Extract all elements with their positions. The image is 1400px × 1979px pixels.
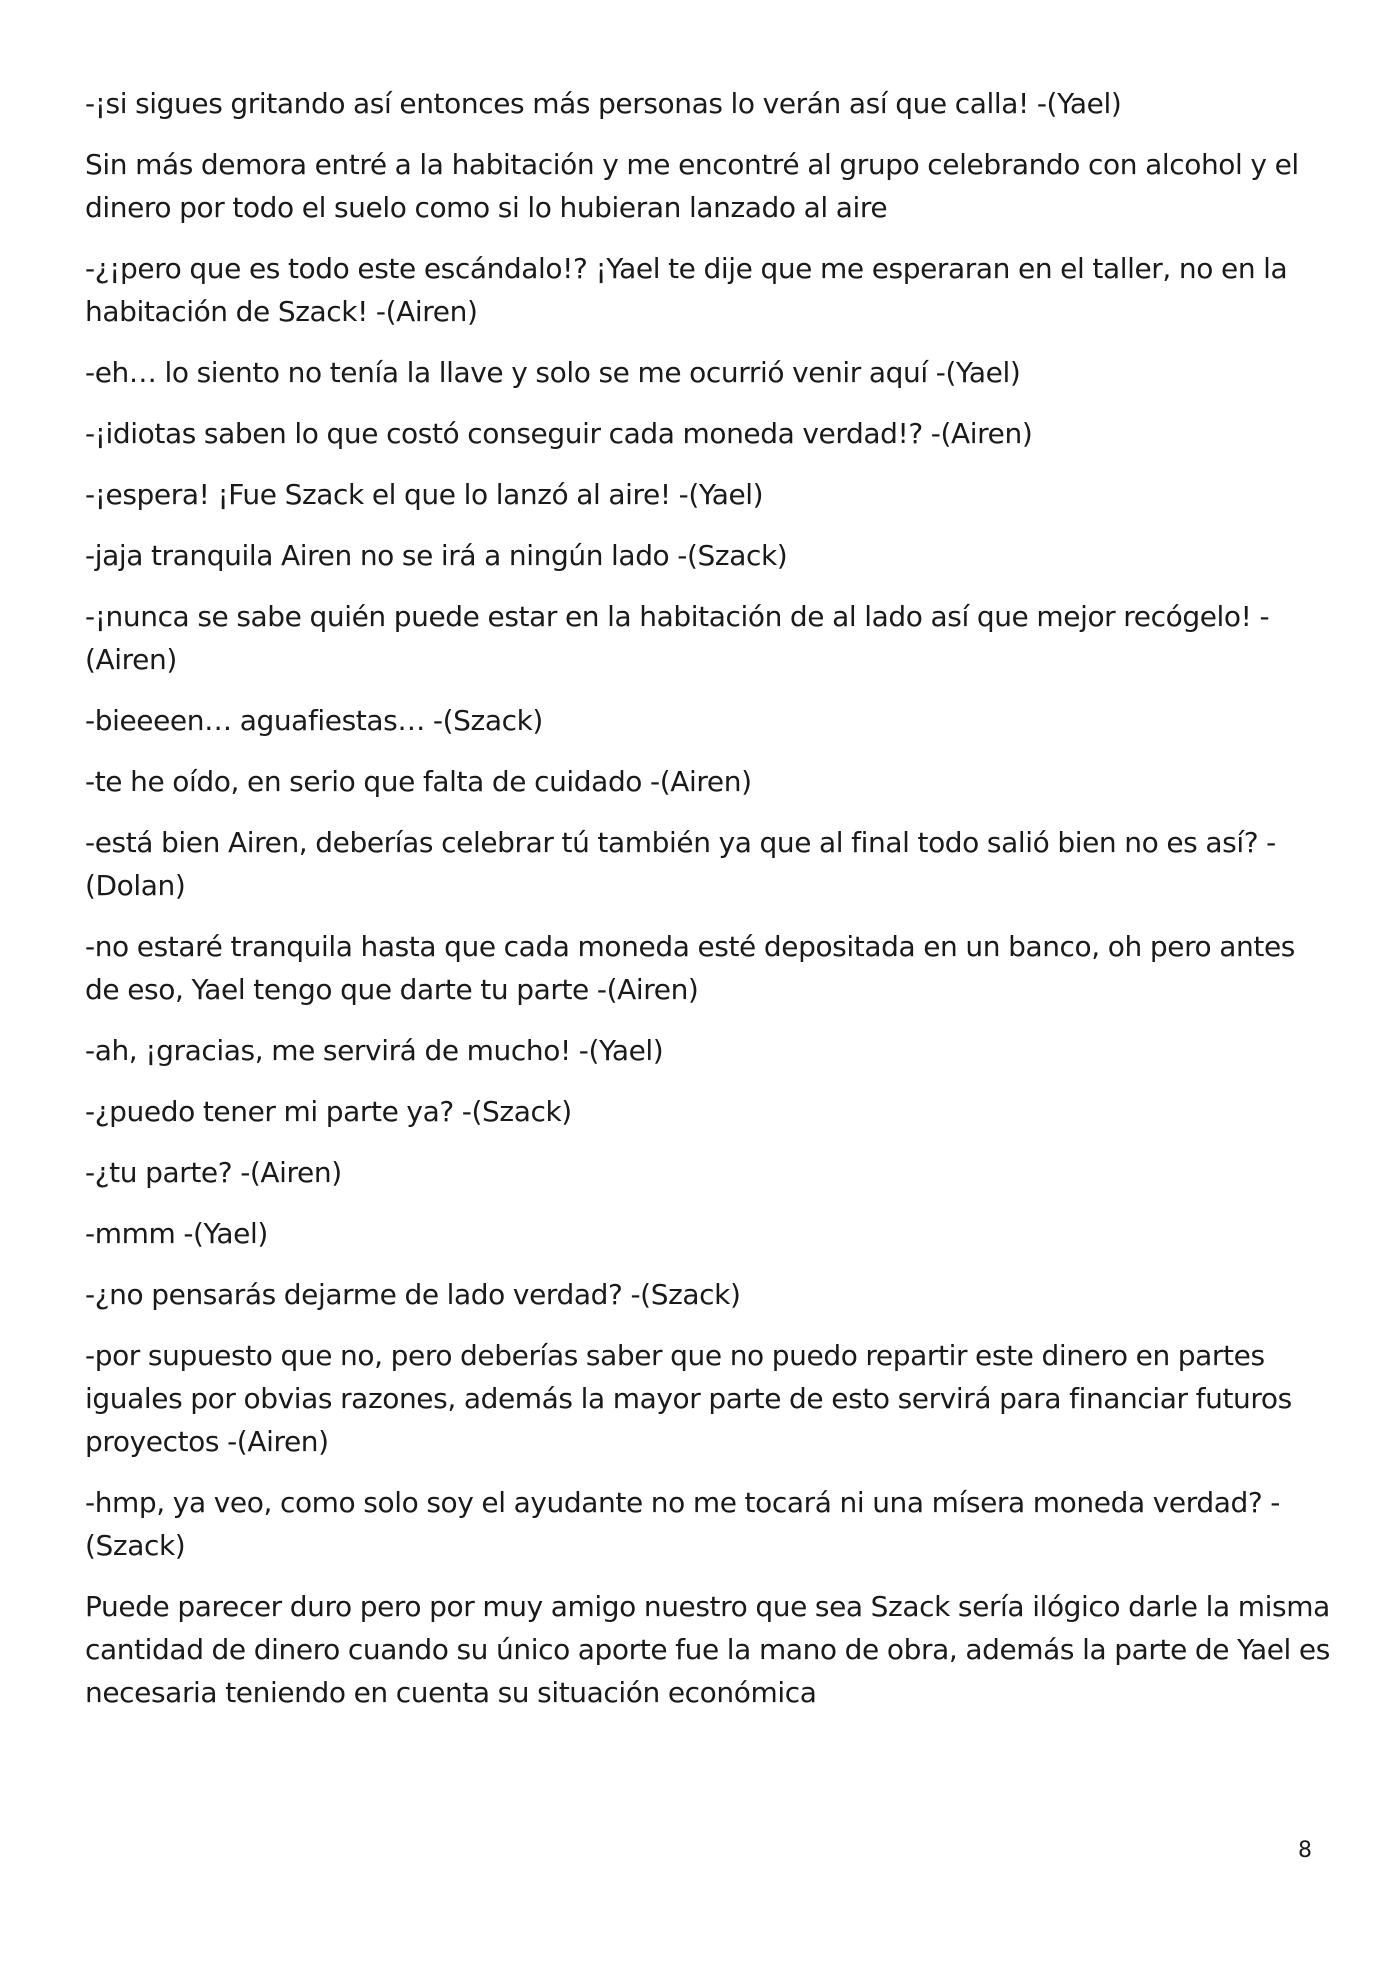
paragraph: -¡espera! ¡Fue Szack el que lo lanzó al aire! -(Yael) bbox=[85, 478, 764, 511]
paragraph: -¡idiotas saben lo que costó conseguir cada moneda verdad!? -(Airen) bbox=[85, 417, 1033, 450]
paragraph: -hmp, ya veo, como solo soy el ayudante no me tocará ni una mísera moneda verdad? -(Szack) bbox=[85, 1486, 1280, 1562]
paragraph: -eh… lo siento no tenía la llave y solo se me ocurrió venir aquí -(Yael) bbox=[85, 356, 1021, 389]
paragraph: -¿tu parte? -(Airen) bbox=[85, 1156, 342, 1189]
paragraph: Puede parecer duro pero por muy amigo nuestro que sea Szack sería ilógico darle la misma cantidad de dinero cuando su único aporte fue la mano de obra, además la parte de Yael es necesaria teniendo en cuenta su situación económica bbox=[85, 1590, 1330, 1709]
paragraph: -¿¡pero que es todo este escándalo!? ¡Yael te dije que me esperaran en el taller, no en la habitación de Szack! -(Airen) bbox=[85, 252, 1288, 328]
paragraph: -¡nunca se sabe quién puede estar en la habitación de al lado así que mejor recógelo! -(Airen) bbox=[85, 600, 1270, 676]
text-body bbox=[85, 82, 1330, 1732]
paragraph: -te he oído, en serio que falta de cuidado -(Airen) bbox=[85, 765, 752, 798]
paragraph: -¿puedo tener mi parte ya? -(Szack) bbox=[85, 1095, 572, 1128]
paragraph: -bieeeen… aguafiestas… -(Szack) bbox=[85, 704, 543, 737]
paragraph: -no estaré tranquila hasta que cada moneda esté depositada en un banco, oh pero antes de eso, Yael tengo que darte tu parte -(Airen) bbox=[85, 930, 1295, 1006]
paragraph: -por supuesto que no, pero deberías saber que no puedo repartir este dinero en partes iguales por obvias razones, además la mayor parte de esto servirá para financiar futuros proyectos -(Airen) bbox=[85, 1339, 1292, 1458]
paragraph: -¡si sigues gritando así entonces más personas lo verán así que calla! -(Yael) bbox=[85, 87, 1122, 120]
paragraph: -jaja tranquila Airen no se irá a ningún lado -(Szack) bbox=[85, 539, 788, 572]
paragraph: -mmm -(Yael) bbox=[85, 1217, 268, 1250]
paragraph: -¿no pensarás dejarme de lado verdad? -(Szack) bbox=[85, 1278, 741, 1311]
paragraph: Sin más demora entré a la habitación y me encontré al grupo celebrando con alcohol y el dinero por todo el suelo como si lo hubieran lanzado al aire bbox=[85, 148, 1299, 224]
page-number: 8 bbox=[1298, 1838, 1312, 1863]
paragraph: -ah, ¡gracias, me servirá de mucho! -(Yael) bbox=[85, 1034, 664, 1067]
paragraph: -está bien Airen, deberías celebrar tú también ya que al final todo salió bien no es así? -(Dolan) bbox=[85, 826, 1276, 902]
